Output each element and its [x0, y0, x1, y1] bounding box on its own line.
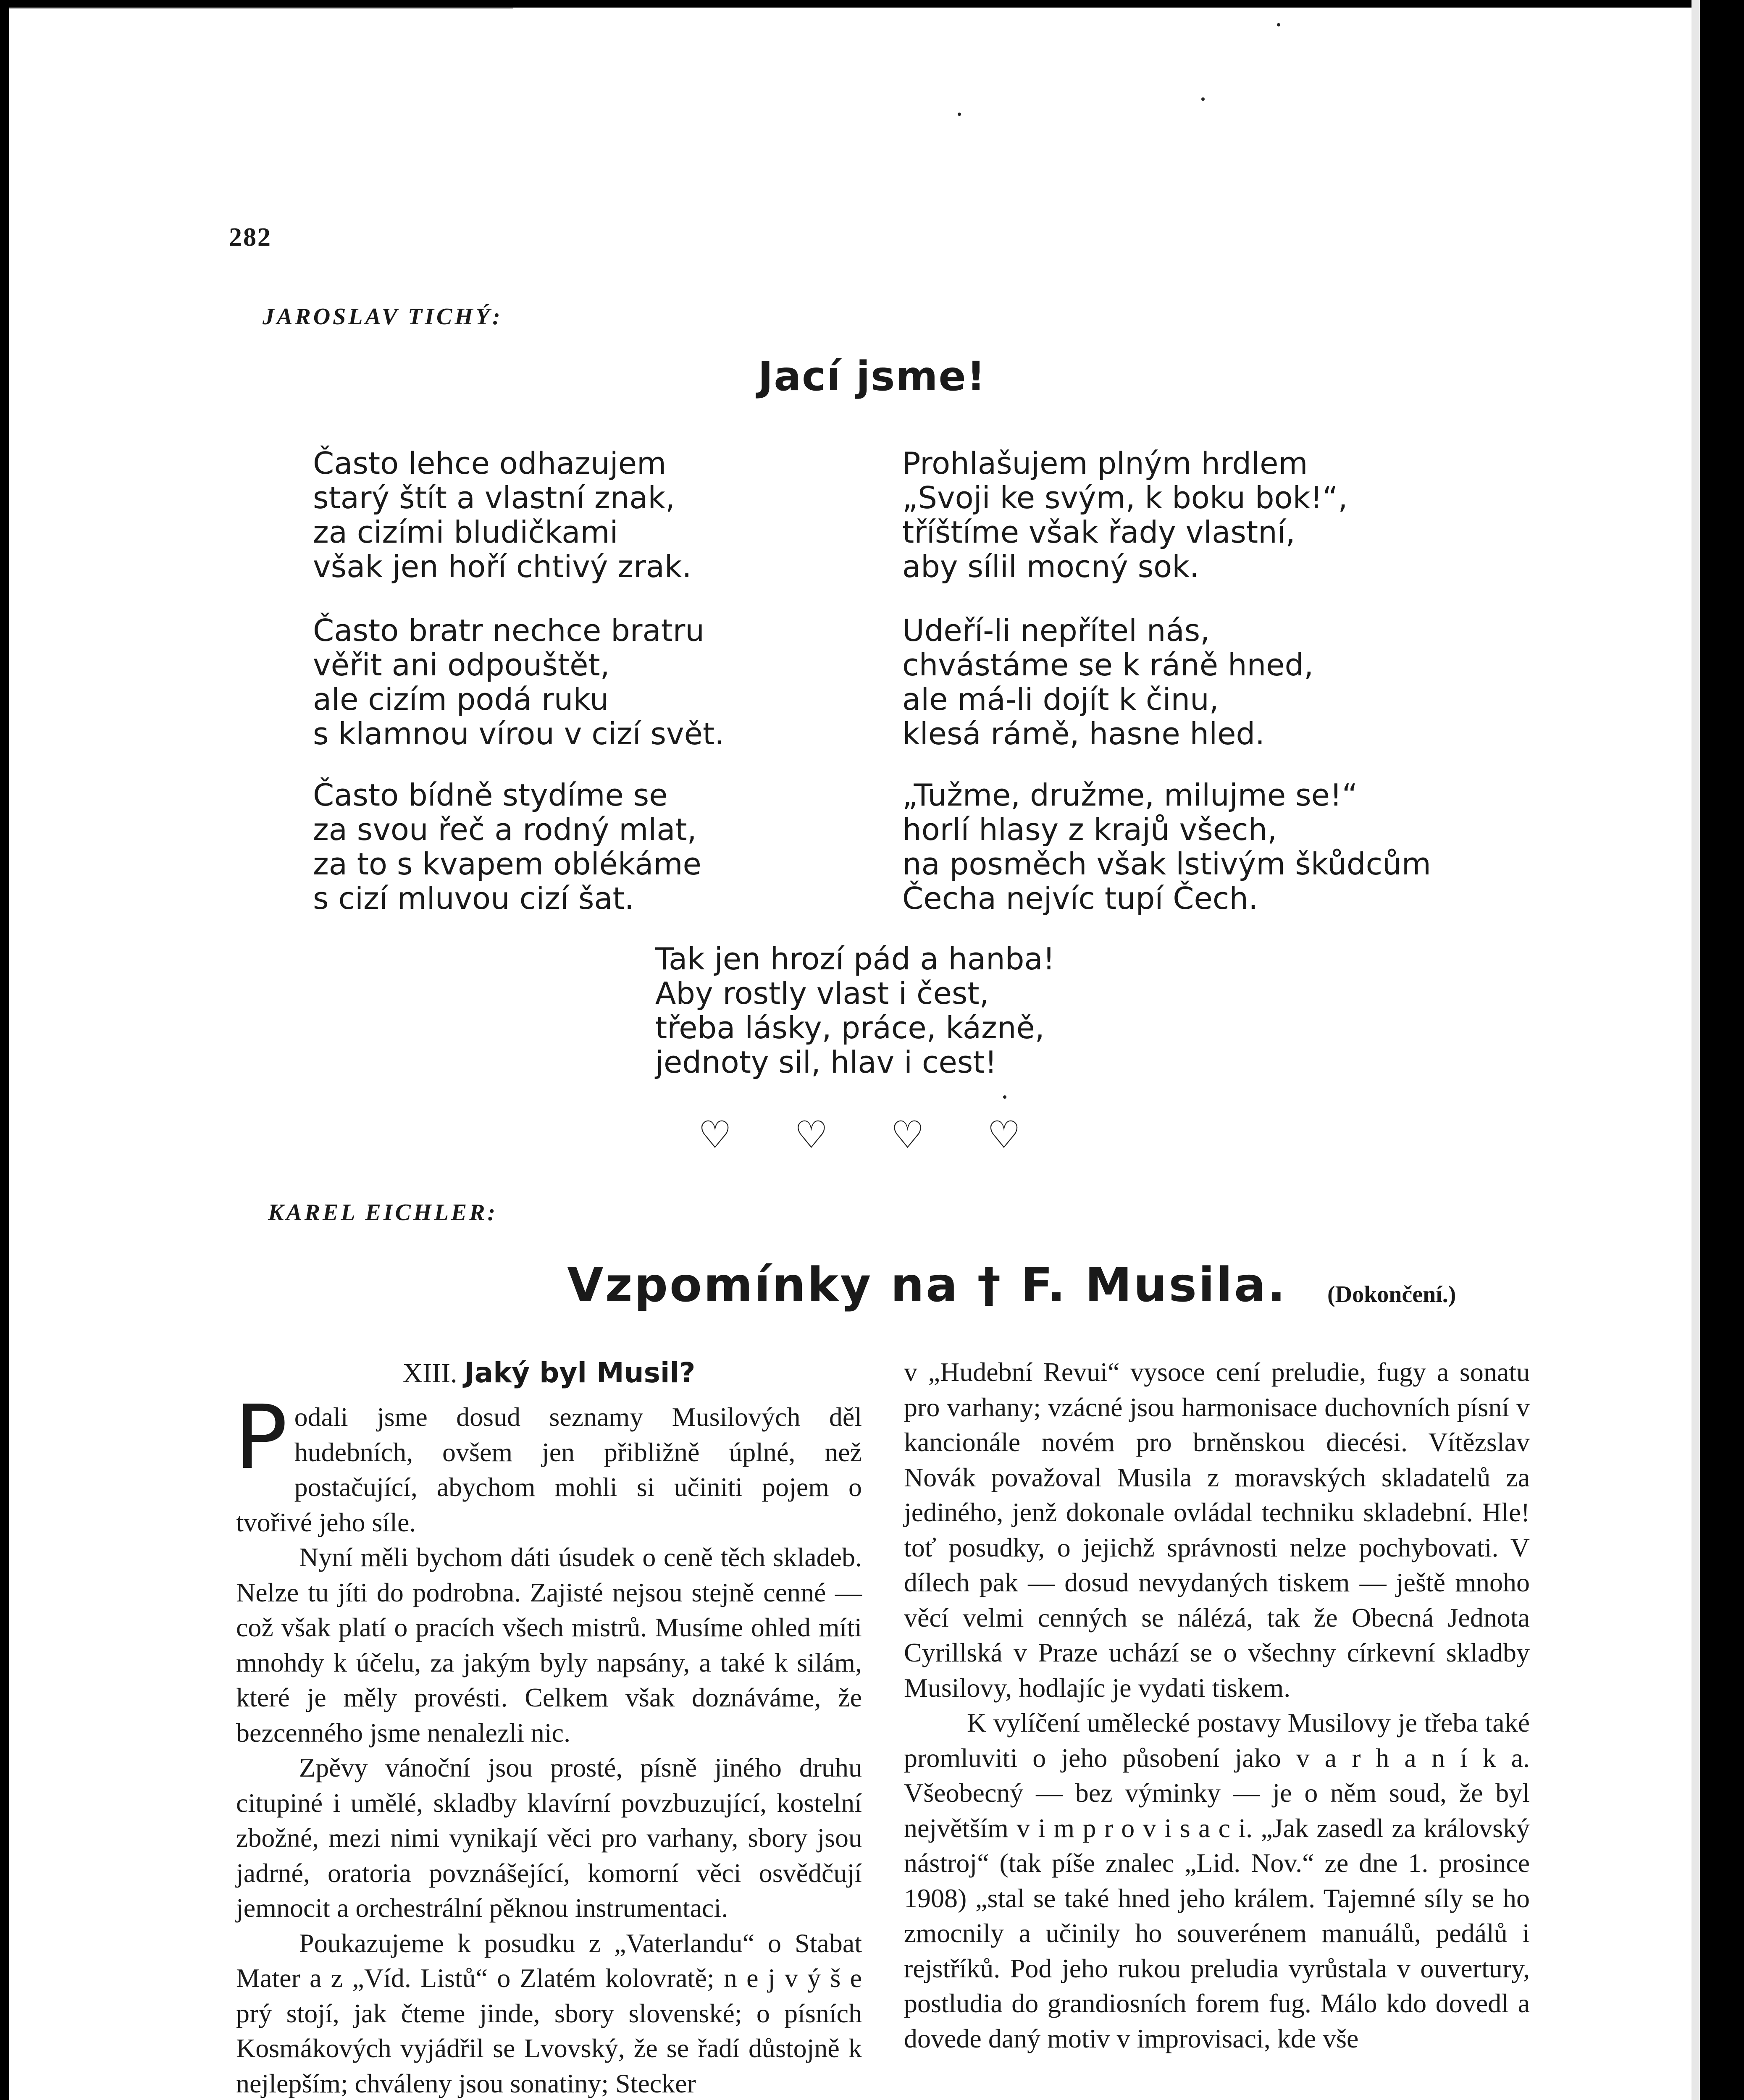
poem-line: však jen hoří chtivý zrak.: [313, 549, 692, 584]
article-author: KAREL EICHLER:: [268, 1200, 498, 1226]
poem-line: ale má-li dojít k činu,: [902, 682, 1219, 717]
poem-line: na posměch však lstivým škůdcům: [902, 846, 1431, 882]
article-column-right: [904, 1354, 1530, 2056]
poem-line: tříštíme však řady vlastní,: [902, 514, 1295, 550]
section-number: XIII.: [402, 1358, 457, 1389]
poem-line: Aby rostly vlast i čest,: [655, 976, 989, 1011]
scan-border-right-shadow: [1691, 0, 1700, 2100]
scan-border-right: [1700, 0, 1744, 2100]
drop-cap: P: [234, 1386, 288, 1489]
poem-stanza-6: [902, 778, 1431, 916]
poem-line: Tak jen hrozí pád a hanba!: [655, 941, 1055, 976]
section-title: Jaký byl Musil?: [464, 1357, 696, 1389]
poem-stanza-7: [655, 942, 1055, 1079]
page-number: 282: [229, 223, 272, 252]
poem-line: aby sílil mocný sok.: [902, 549, 1199, 584]
article-paragraph: Nyní měli bychom dáti úsudek o ceně těch skladeb. Nelze tu jíti do podrobna. Zajisté nejsou stejně cenné — což však platí o pracích všech mistrů. Musíme ohled míti mnohdy k účelu, za jakým byly napsány, a také k silám, které je měly provésti. Celkem však doznáváme, že bezcenného jsme nenalezli nic.: [236, 1542, 862, 1748]
poem-line: Často bratr nechce bratru: [313, 613, 705, 648]
scan-speck: [1003, 1095, 1006, 1099]
poem-stanza-1: [313, 446, 691, 584]
poem-line: chvástáme se k ráně hned,: [902, 647, 1314, 682]
poem-line: ale cizím podá ruku: [313, 682, 609, 717]
scan-speck: [1201, 97, 1205, 101]
poem-line: za to s kvapem oblékáme: [313, 846, 701, 882]
poem-stanza-5: [902, 613, 1313, 751]
paragraph-text: odali jsme dosud seznamy Musilových děl hudebních, ovšem jen přibližně úplné, než postačující, abychom mohli si učiniti pojem o tvořivé jeho síle.: [236, 1402, 862, 1537]
poem-line: s cizí mluvou cizí šat.: [313, 881, 634, 916]
poem-title: Jací jsme!: [758, 353, 986, 400]
article-paragraph: [234, 1386, 862, 1540]
poem-stanza-3: [313, 778, 701, 916]
scan-border-top: [0, 0, 1744, 8]
article-column-left: [236, 1354, 862, 2100]
scan-speck: [1277, 23, 1280, 26]
poem-line: Čecha nejvíc tupí Čech.: [902, 881, 1258, 916]
scan-artifact-line: [9, 8, 513, 9]
poem-line: „Svoji ke svým, k boku bok!“,: [902, 480, 1348, 515]
poem-line: za cizími bludičkami: [313, 514, 618, 550]
poem-line: Prohlašujem plným hrdlem: [902, 446, 1308, 481]
scan-speck: [958, 113, 961, 116]
poem-line: „Tužme, družme, milujme se!“: [902, 777, 1358, 813]
poem-line: s klamnou vírou v cizí svět.: [313, 716, 725, 751]
poem-line: Často lehce odhazujem: [313, 446, 667, 481]
poem-line: třeba lásky, práce, kázně,: [655, 1010, 1045, 1045]
article-paragraph: K vylíčení umělecké postavy Musilovy je třeba také promluviti o jeho působení jako v a r h a n í k a. Všeobecný — bez výminky — je o něm soud, že byl největším v i m p r o v i s a c i. „Jak zasedl za královský nástroj“ (tak píše znalec „Lid. Nov.“ ze dne 1. prosince 1908) „stal se také hned jeho králem. Tajemné síly se ho zmocnily a učinily ho souverénem manuálů, pedálů i rejstříků. Pod jeho rukou preludia vyrůstala v ouvertury, postludia do grandiosních forem fug. Málo kdo dovedl a dovede daný motiv v improvisaci, kde vše: [904, 1708, 1530, 2053]
poem-author: JAROSLAV TICHÝ:: [263, 304, 503, 330]
article-title: Vzpomínky na † F. Musila.: [567, 1258, 1287, 1312]
poem-stanza-4: [902, 446, 1347, 584]
article-paragraph: v „Hudební Revui“ vysoce cení preludie, fugy a sonatu pro varhany; vzácné jsou harmonisace duchovních písní v kancionále novém pro brněnskou diecési. Vítězslav Novák považoval Musila z moravských skladatelů za jediného, jenž dokonale ovládal techniku skladební. Hle! toť posudky, o jejichž správnosti nelze pochybovati. V dílech pak — dosud nevydaných tiskem — ještě mnoho věcí velmi cenných se nálézá, tak že Obecná Jednota Cyrillská v Praze uchází se o všechny církevní skladby Musilovy, hodlajíc je vydati tiskem.: [904, 1357, 1530, 1703]
poem-line: klesá rámě, hasne hled.: [902, 716, 1265, 751]
poem-line: jednoty sil, hlav i cest!: [655, 1045, 997, 1080]
article-paragraph: Poukazujeme k posudku z „Vaterlandu“ o Stabat Mater a z „Víd. Listů“ o Zlatém kolovratě; n e j v ý š e prý stojí, jak čteme jinde, sbory slovenské; o písních Kosmákových vyjádřil se Lvovský, že se řadí důstojně k nejlepším; chváleny jsou sonatiny; Stecker: [236, 1928, 862, 2098]
poem-line: Často bídně stydíme se: [313, 777, 668, 813]
poem-line: starý štít a vlastní znak,: [313, 480, 675, 515]
article-continuation-note: (Dokončení.): [1327, 1281, 1456, 1307]
heart-ornaments-divider: ♡ ♡ ♡ ♡: [698, 1113, 1046, 1157]
poem-line: horlí hlasy z krajů všech,: [902, 812, 1277, 847]
article-paragraph: Zpěvy vánoční jsou prosté, písně jiného druhu citupiné i umělé, skladby klavírní povzbuzující, kostelní zbožné, mezi nimi vynikají věci pro varhany, sbory jsou jadrné, oratoria povznášející, komorní věci osvědčují jemnocit a orchestrální pěknou instrumentaci.: [236, 1753, 862, 1923]
scan-border-left: [0, 0, 9, 2100]
poem-stanza-2: [313, 613, 724, 751]
section-heading: [236, 1354, 862, 1392]
poem-line: Udeří-li nepřítel nás,: [902, 613, 1210, 648]
poem-line: za svou řeč a rodný mlat,: [313, 812, 697, 847]
poem-line: věřit ani odpouštět,: [313, 647, 610, 682]
